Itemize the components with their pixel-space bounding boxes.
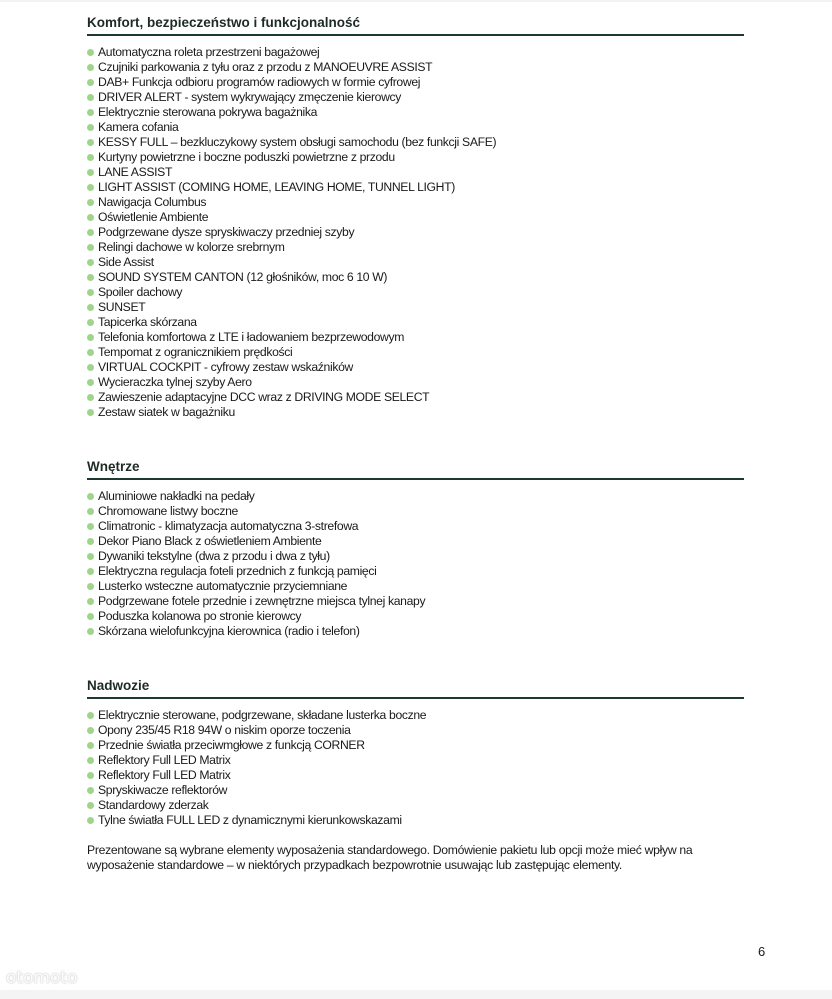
bullet-dot-icon (87, 628, 94, 635)
bullet-dot-icon (87, 94, 94, 101)
list-item (87, 549, 744, 564)
list-item-label: SUNSET (98, 300, 146, 314)
bullet-dot-icon (87, 349, 94, 356)
list-item-label: Standardowy zderzak (98, 798, 209, 812)
bullet-dot-icon (87, 568, 94, 575)
bullet-dot-icon (87, 64, 94, 71)
list-item-label: Skórzana wielofunkcyjna kierownica (radio i telefon) (98, 624, 360, 638)
list-item-label: Podgrzewane dysze spryskiwaczy przedniej szyby (98, 225, 355, 239)
list-item (87, 609, 744, 624)
list-item (87, 165, 744, 180)
list-item-label: Zestaw siatek w bagażniku (98, 405, 235, 419)
list-item-label: VIRTUAL COCKPIT - cyfrowy zestaw wskaźników (98, 360, 353, 374)
list-item-label: Tylne światła FULL LED z dynamicznymi kierunkowskazami (98, 813, 402, 827)
bullet-dot-icon (87, 229, 94, 236)
list-item (87, 90, 744, 105)
list-item-label: DRIVER ALERT - system wykrywający zmęczenie kierowcy (98, 90, 402, 104)
list-item-label: LIGHT ASSIST (COMING HOME, LEAVING HOME, TUNNEL LIGHT) (98, 180, 455, 194)
list-item-label: Reflektory Full LED Matrix (98, 768, 231, 782)
list-item (87, 753, 744, 768)
list-item (87, 783, 744, 798)
bullet-dot-icon (87, 712, 94, 719)
list-item (87, 210, 744, 225)
list-item-label: Dekor Piano Black z oświetleniem Ambiente (98, 534, 322, 548)
page-number: 6 (758, 944, 766, 959)
section-divider (87, 478, 744, 480)
list-item (87, 105, 744, 120)
list-item (87, 285, 744, 300)
list-item (87, 45, 744, 60)
list-item-label: Dywaniki tekstylne (dwa z przodu i dwa z tyłu) (98, 549, 330, 563)
bullet-dot-icon (87, 364, 94, 371)
bullet-dot-icon (87, 757, 94, 764)
watermark-logo: otomoto (6, 968, 78, 988)
list-item-label: Reflektory Full LED Matrix (98, 753, 231, 767)
list-item (87, 180, 744, 195)
bullet-dot-icon (87, 169, 94, 176)
list-item (87, 708, 744, 723)
disclaimer-note: Prezentowane są wybrane elementy wyposażenia standardowego. Domówienie pakietu lub opcji może mieć wpływ na wyposażenie standardowe – w niektórych przypadkach bezpowrotnie usuwając lub zastępując elementy. (87, 843, 693, 872)
bullet-dot-icon (87, 772, 94, 779)
bullet-dot-icon (87, 727, 94, 734)
list-item (87, 330, 744, 345)
bullet-dot-icon (87, 394, 94, 401)
list-item-label: Automatyczna roleta przestrzeni bagażowej (98, 45, 320, 59)
bullet-dot-icon (87, 154, 94, 161)
list-item-label: Climatronic - klimatyzacja automatyczna 3-strefowa (98, 519, 359, 533)
list-item (87, 723, 744, 738)
bullet-dot-icon (87, 49, 94, 56)
bullet-dot-icon (87, 199, 94, 206)
list-item (87, 345, 744, 360)
section-body (87, 675, 744, 828)
list-item-label: Lusterko wsteczne automatycznie przyciemniane (98, 579, 348, 593)
list-item-label: Elektrycznie sterowane, podgrzewane, składane lusterka boczne (98, 708, 427, 722)
section-title: Nadwozie (87, 678, 150, 693)
page-top-edge (0, 0, 832, 2)
list-item-label: Elektryczna regulacja foteli przednich z funkcją pamięci (98, 564, 377, 578)
list-item-label: Side Assist (98, 255, 154, 269)
list-item-label: Aluminiowe nakładki na pedały (98, 489, 255, 503)
list-item-label: Opony 235/45 R18 94W o niskim oporze toczenia (98, 723, 351, 737)
section-title: Komfort, bezpieczeństwo i funkcjonalność (87, 15, 361, 30)
list-item (87, 534, 744, 549)
list-item-label: Zawieszenie adaptacyjne DCC wraz z DRIVING MODE SELECT (98, 390, 430, 404)
list-item-label: Relingi dachowe w kolorze srebrnym (98, 240, 285, 254)
list-item-label: DAB+ Funkcja odbioru programów radiowych w formie cyfrowej (98, 75, 421, 89)
feature-list (87, 45, 744, 420)
list-item (87, 225, 744, 240)
list-item-label: Spoiler dachowy (98, 285, 183, 299)
bullet-dot-icon (87, 244, 94, 251)
feature-list (87, 489, 744, 639)
list-item-label: Poduszka kolanowa po stronie kierowcy (98, 609, 302, 623)
section-divider (87, 697, 744, 699)
list-item-label: LANE ASSIST (98, 165, 173, 179)
bullet-dot-icon (87, 493, 94, 500)
feature-list (87, 708, 744, 828)
bullet-dot-icon (87, 79, 94, 86)
bullet-dot-icon (87, 214, 94, 221)
list-item-label: Czujniki parkowania z tyłu oraz z przodu z MANOEUVRE ASSIST (98, 60, 433, 74)
list-item (87, 564, 744, 579)
list-item-label: Oświetlenie Ambiente (98, 210, 209, 224)
list-item (87, 375, 744, 390)
bullet-dot-icon (87, 409, 94, 416)
list-item-label: Chromowane listwy boczne (98, 504, 238, 518)
bullet-dot-icon (87, 379, 94, 386)
list-item-label: Podgrzewane fotele przednie i zewnętrzne miejsca tylnej kanapy (98, 594, 426, 608)
section-divider (87, 34, 744, 36)
bullet-dot-icon (87, 742, 94, 749)
bullet-dot-icon (87, 523, 94, 530)
bullet-dot-icon (87, 538, 94, 545)
bullet-dot-icon (87, 304, 94, 311)
bullet-dot-icon (87, 583, 94, 590)
list-item-label: SOUND SYSTEM CANTON (12 głośników, moc 6 10 W) (98, 270, 388, 284)
section-comfort-safety (87, 12, 744, 420)
list-item (87, 120, 744, 135)
bullet-dot-icon (87, 139, 94, 146)
list-item (87, 798, 744, 813)
list-item (87, 624, 744, 639)
list-item (87, 813, 744, 828)
page-bottom-edge (0, 990, 832, 999)
section-title: Wnętrze (87, 459, 140, 474)
list-item (87, 150, 744, 165)
list-item (87, 240, 744, 255)
list-item (87, 75, 744, 90)
bullet-dot-icon (87, 289, 94, 296)
bullet-dot-icon (87, 259, 94, 266)
list-item (87, 519, 744, 534)
bullet-dot-icon (87, 598, 94, 605)
list-item (87, 270, 744, 285)
list-item (87, 135, 744, 150)
bullet-dot-icon (87, 109, 94, 116)
list-item-label: Telefonia komfortowa z LTE i ładowaniem bezprzewodowym (98, 330, 405, 344)
list-item (87, 489, 744, 504)
list-item-label: KESSY FULL – bezkluczykowy system obsługi samochodu (bez funkcji SAFE) (98, 135, 497, 149)
list-item-label: Elektrycznie sterowana pokrywa bagażnika (98, 105, 318, 119)
bullet-dot-icon (87, 613, 94, 620)
list-item (87, 255, 744, 270)
bullet-dot-icon (87, 274, 94, 281)
bullet-dot-icon (87, 553, 94, 560)
list-item-label: Nawigacja Columbus (98, 195, 207, 209)
list-item-label: Tapicerka skórzana (98, 315, 197, 329)
bullet-dot-icon (87, 787, 94, 794)
list-item-label: Spryskiwacze reflektorów (98, 783, 228, 797)
bullet-dot-icon (87, 802, 94, 809)
list-item (87, 405, 744, 420)
list-item (87, 738, 744, 753)
list-item (87, 504, 744, 519)
bullet-dot-icon (87, 334, 94, 341)
list-item (87, 390, 744, 405)
list-item (87, 195, 744, 210)
list-item (87, 579, 744, 594)
list-item-label: Przednie światła przeciwmgłowe z funkcją CORNER (98, 738, 365, 752)
list-item-label: Tempomat z ogranicznikiem prędkości (98, 345, 293, 359)
bullet-dot-icon (87, 124, 94, 131)
list-item (87, 768, 744, 783)
section-interior (87, 456, 744, 639)
list-item (87, 594, 744, 609)
list-item (87, 315, 744, 330)
list-item (87, 60, 744, 75)
list-item-label: Wycieraczka tylnej szyby Aero (98, 375, 252, 389)
bullet-dot-icon (87, 319, 94, 326)
list-item-label: Kamera cofania (98, 120, 179, 134)
list-item-label: Kurtyny powietrzne i boczne poduszki powietrzne z przodu (98, 150, 395, 164)
bullet-dot-icon (87, 817, 94, 824)
bullet-dot-icon (87, 508, 94, 515)
list-item (87, 360, 744, 375)
bullet-dot-icon (87, 184, 94, 191)
list-item (87, 300, 744, 315)
